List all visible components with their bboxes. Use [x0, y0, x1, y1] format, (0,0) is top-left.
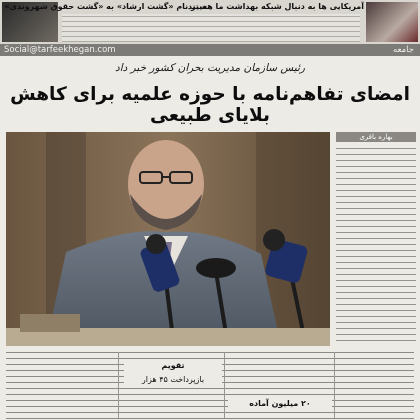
top-snippet-right: آمریکایی ها به دنبال شبکه بهداشت ما هستند: [187, 2, 364, 11]
sidebar-caption-subheading: بازپرداخت ۴۵ هزار: [124, 374, 222, 385]
social-address: Social@tarfeekhegan.com: [4, 45, 116, 55]
article-photo: [6, 132, 330, 346]
speaker-photo-illustration: [6, 132, 330, 346]
right-text-column: [336, 132, 416, 346]
column-divider: [224, 352, 225, 418]
section-header-bar: [0, 44, 420, 56]
column-divider: [334, 352, 335, 418]
section-title: جامعه: [392, 45, 414, 55]
sidebar-caption-heading: تقویم: [124, 360, 222, 371]
column-divider: [118, 352, 119, 418]
top-news-strip: [0, 0, 420, 45]
top-body-text: [62, 14, 360, 42]
article-byline: بهاره باقری: [336, 132, 416, 142]
bottom-caption-heading: ۲۰ میلیون آماده: [228, 398, 332, 409]
top-snippet-left: تغییر نام «گشت ارشاد» به «گشت حقوق شهروندی»: [4, 2, 210, 11]
top-right-photo: [366, 2, 418, 42]
article-headline: امضای تفاهم‌نامه با حوزه علمیه برای کاهش بلایای طبیعی: [10, 84, 410, 126]
right-column-body-text: [336, 146, 416, 346]
article-subtitle: رئیس سازمان مدیریت بحران کشور خبر داد: [115, 62, 305, 74]
